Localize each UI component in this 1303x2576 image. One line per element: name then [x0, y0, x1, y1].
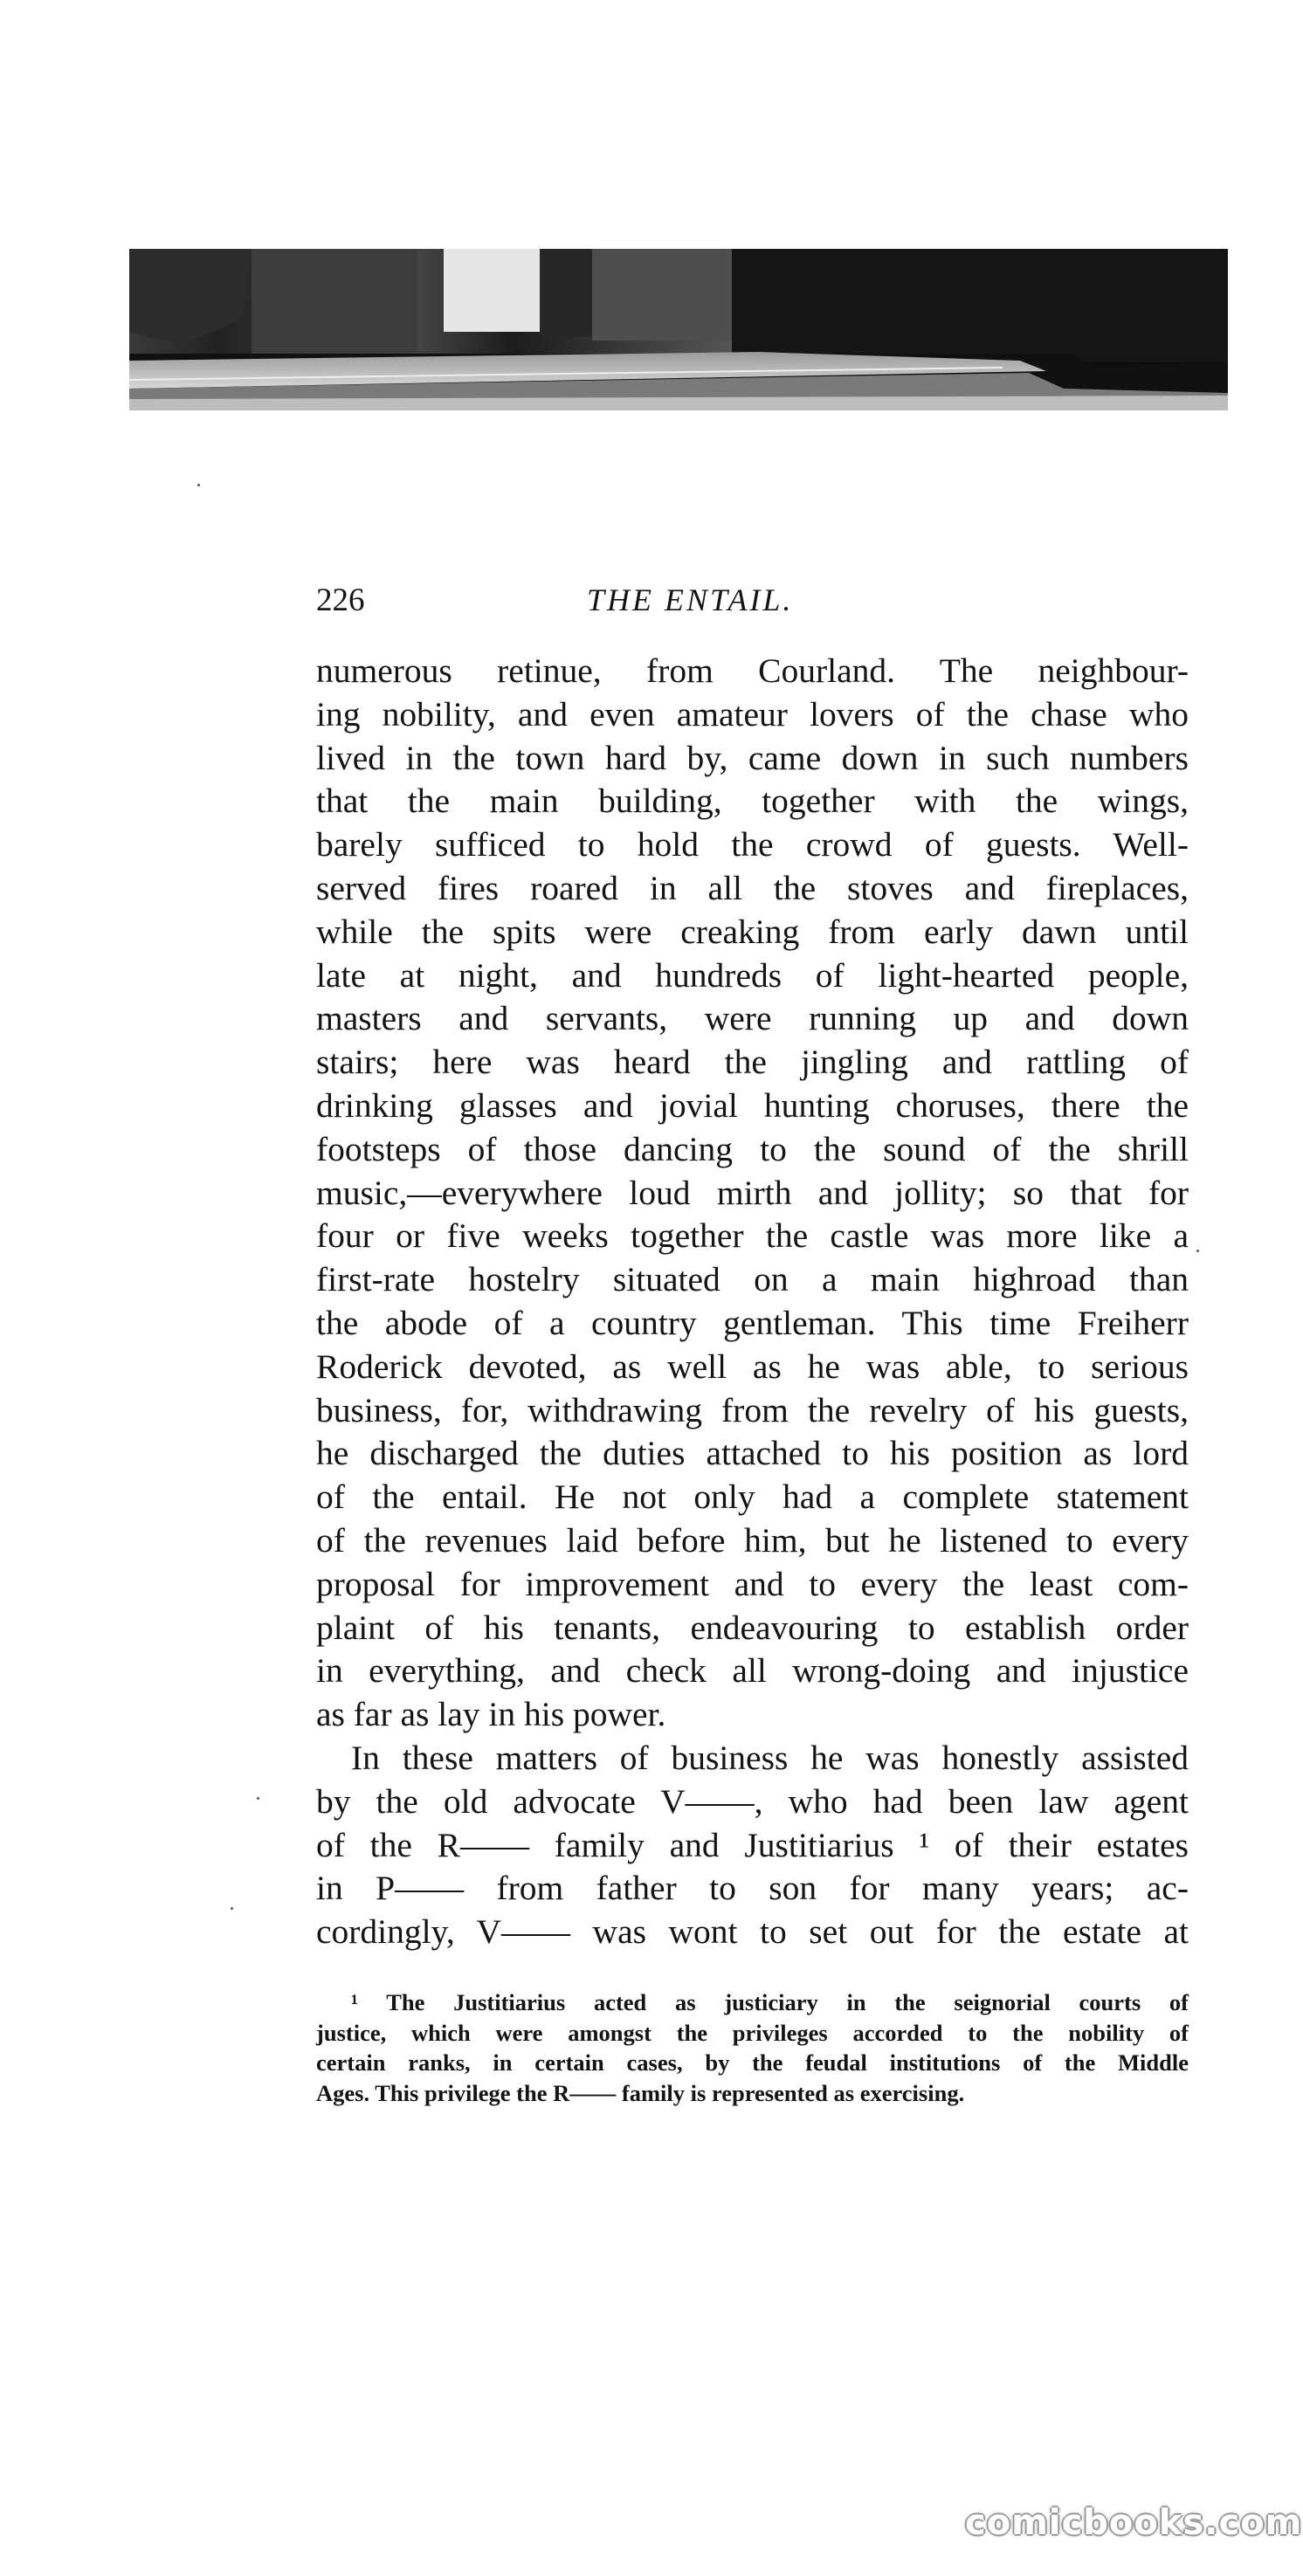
text-line: four or five weeks together the castle was more like a — [316, 1216, 1189, 1256]
footnote — [316, 1987, 1189, 2108]
text-line: of the entail. He not only had a complete statement — [316, 1477, 1189, 1517]
speck — [231, 1907, 233, 1910]
text-line: that the main building, together with the wings, — [316, 782, 1189, 821]
text-line: ing nobility, and even amateur lovers of the chase who — [316, 694, 1189, 734]
running-title: THE ENTAIL. — [587, 582, 794, 617]
text-line: plaint of his tenants, endeavouring to establish order — [316, 1608, 1189, 1647]
text-line: the abode of a country gentleman. This time Freiherr — [316, 1303, 1189, 1342]
header-illustration — [129, 249, 1228, 410]
text-line: proposal for improvement and to every the least com- — [316, 1564, 1189, 1603]
text-line: in everything, and check all wrong-doing and injustice — [316, 1651, 1189, 1691]
text-line: served fires roared in all the stoves and fireplaces, — [316, 868, 1189, 907]
running-header — [316, 582, 1189, 625]
speck — [257, 1797, 259, 1800]
text-line: masters and servants, were running up and down — [316, 999, 1189, 1038]
text-line: while the spits were creaking from early dawn until — [316, 912, 1189, 951]
text-line: late at night, and hundreds of light-hearted people, — [316, 955, 1189, 995]
watermark: comicbooks.com — [965, 2503, 1303, 2543]
text-line: barely sufficed to hold the crowd of guests. Well- — [316, 825, 1189, 864]
footnote-line: certain ranks, in certain cases, by the feudal institutions of the Middle — [316, 2049, 1189, 2076]
text-line: music,—everywhere loud mirth and jollity; so that for — [316, 1173, 1189, 1212]
text-line: stairs; here was heard the jingling and rattling of — [316, 1043, 1189, 1082]
footnote-line: Ages. This privilege the R—— family is represented as exercising. — [316, 2079, 965, 2106]
text-line: in P—— from father to son for many years; ac- — [316, 1869, 1189, 1908]
speck — [197, 484, 200, 486]
text-line: footsteps of those dancing to the sound of the shrill — [316, 1129, 1189, 1168]
text-line: first-rate hostelry situated on a main highroad than — [316, 1260, 1189, 1299]
text-line: cordingly, V—— was wont to set out for the estate at — [316, 1912, 1189, 1952]
text-line: In these matters of business he was honestly assisted — [351, 1738, 1189, 1777]
text-line: of the R—— family and Justitiarius ¹ of their estates — [316, 1825, 1189, 1864]
text-line: he discharged the duties attached to his position as lord — [316, 1434, 1189, 1473]
body-text — [316, 650, 1189, 1954]
text-line: by the old advocate V——, who had been law agent — [316, 1781, 1189, 1821]
text-line: Roderick devoted, as well as he was able, to serious — [316, 1347, 1189, 1386]
text-line: drinking glasses and jovial hunting choruses, there the — [316, 1085, 1189, 1125]
text-line: business, for, withdrawing from the revelry of his guests, — [316, 1390, 1189, 1429]
text-line: lived in the town hard by, came down in such numbers — [316, 738, 1189, 777]
speck — [1196, 1250, 1199, 1252]
footnote-line: ¹ The Justitiarius acted as justiciary in the seignorial courts of — [351, 1989, 1189, 2015]
footnote-line: justice, which were amongst the privileges accorded to the nobility of — [316, 2019, 1189, 2046]
page-number: 226 — [316, 582, 365, 618]
text-line: of the revenues laid before him, but he listened to every — [316, 1520, 1189, 1560]
text-line: as far as lay in his power. — [316, 1695, 666, 1734]
text-line: numerous retinue, from Courland. The neighbour- — [316, 651, 1189, 690]
